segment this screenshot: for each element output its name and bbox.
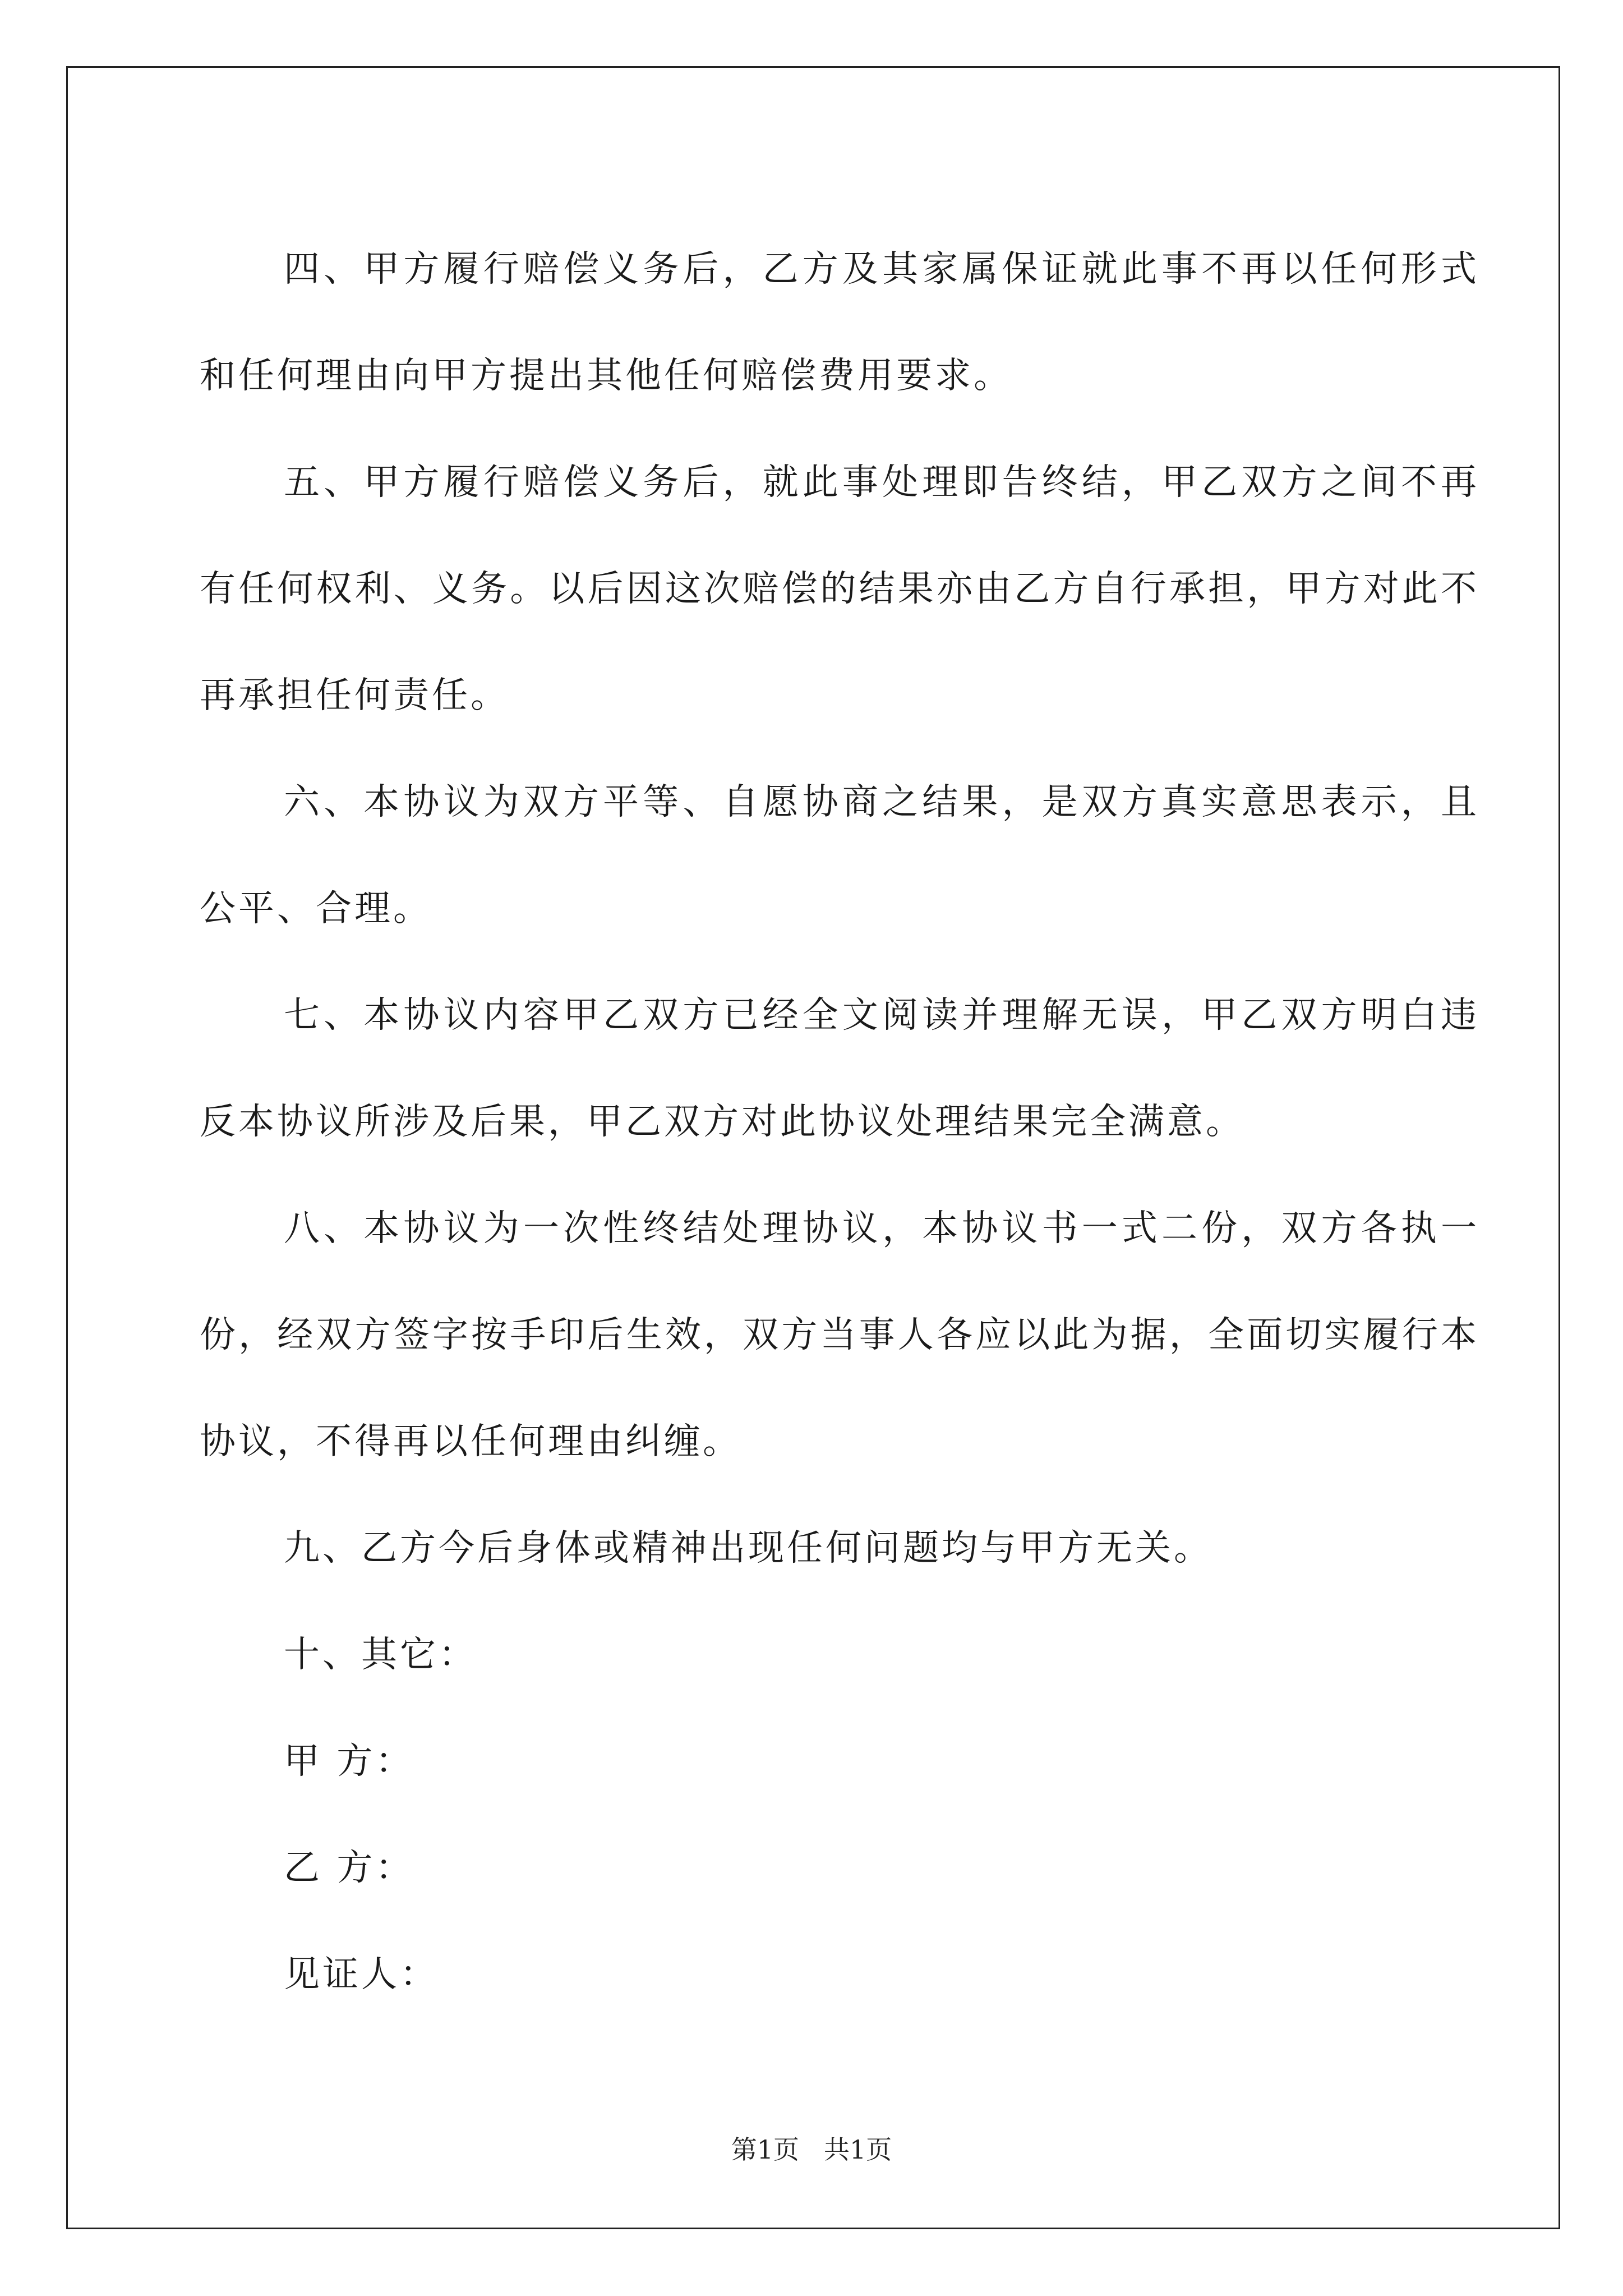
clause-10: 十、其它： — [284, 1634, 477, 1676]
clause-9: 九、乙方今后身体或精神出现任何问题均与甲方无关。 — [284, 1527, 1212, 1569]
witness-signature-line: 见证人： — [284, 1954, 439, 1995]
page-total: 共1页 — [823, 2134, 892, 2165]
party-a-signature-line: 甲 方： — [284, 1741, 414, 1782]
clause-5: 五、甲方履行赔偿义务后，就此事处理即告终结，甲乙双方之间不再有任何权利、义务。以后因这次赔偿的结果亦由乙方自行承担，甲方对此不再承担任何责任。 — [200, 462, 1479, 716]
page-number: 第1页 — [731, 2134, 800, 2165]
clause-8: 八、本协议为一次性终结处理协议，本协议书一式二份，双方各执一份，经双方签字按手印后生效，双方当事人各应以此为据，全面切实履行本协议，不得再以任何理由纠缠。 — [200, 1208, 1479, 1462]
document-body — [200, 216, 1479, 2028]
clause-7: 七、本协议内容甲乙双方已经全文阅读并理解无误，甲乙双方明白违反本协议所涉及后果，甲乙双方对此协议处理结果完全满意。 — [200, 995, 1479, 1143]
page-footer — [0, 2129, 1623, 2166]
clause-6: 六、本协议为双方平等、自愿协商之结果，是双方真实意思表示，且公平、合理。 — [200, 781, 1479, 930]
party-b-signature-line: 乙 方： — [284, 1847, 414, 1889]
clause-4: 四、甲方履行赔偿义务后，乙方及其家属保证就此事不再以任何形式和任何理由向甲方提出其他任何赔偿费用要求。 — [200, 249, 1479, 397]
